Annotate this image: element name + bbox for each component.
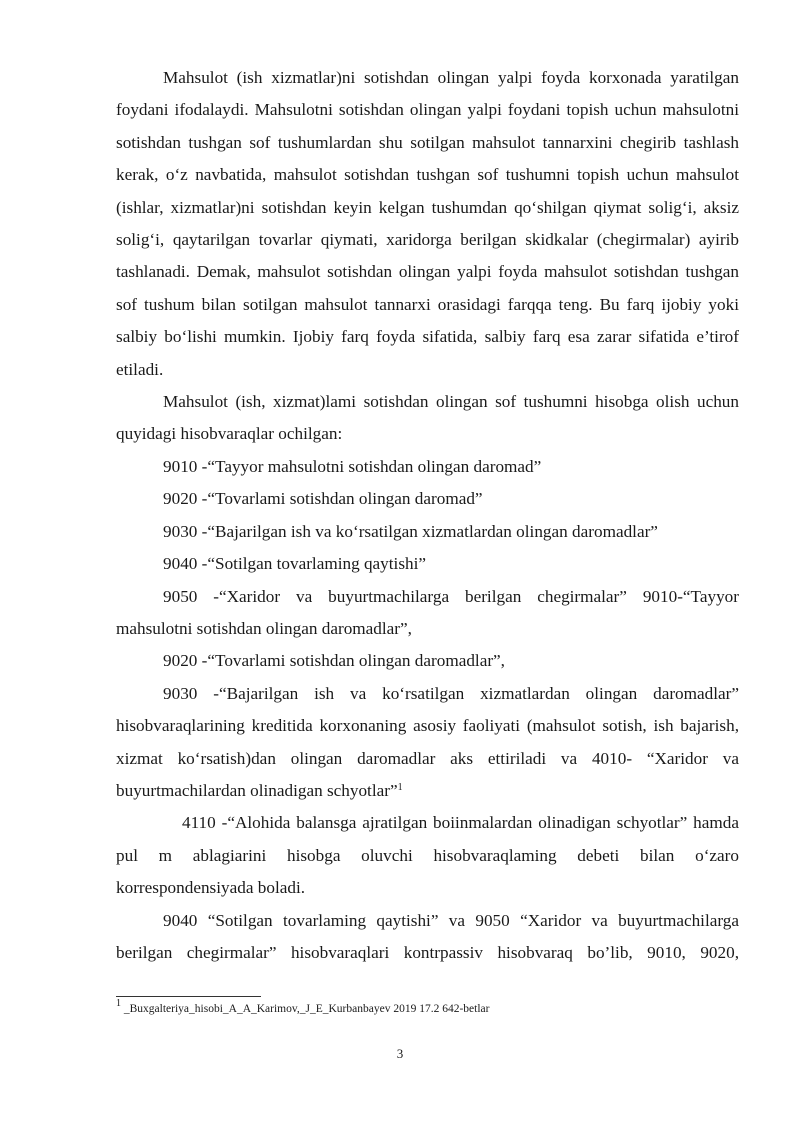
footnote-text: _Buxgalteriya_hisobi_A_A_Karimov,_J_E_Kurbanbayev 2019 17.2 642-betlar [121, 1003, 490, 1015]
paragraph-9030-text: 9030 -“Bajarilgan ish va ko‘rsatilgan xizmatlardan olingan daromadlar” hisobvaraqlarining kreditida korxonaning asosiy faoliyati (mahsulot sotish, ish bajarish, xizmat ko‘rsatish)dan olingan daromadlar aks ettiriladi va 4010- “Xaridor va buyurtmachilardan olinadigan schyotlar” [116, 683, 739, 800]
footnote-separator [116, 996, 261, 997]
paragraph-4110: 4110 -“Alohida balansga ajratilgan boiinmalardan olinadigan schyotlar” hamda pul m ablagiarini hisobga oluvchi hisobvaraqlaming debeti bilan o‘zaro korrespondensiyada boladi. [116, 813, 739, 898]
footnote-mark: 1 [116, 998, 121, 1009]
footnote-reference: 1 [397, 781, 403, 793]
paragraph-yalpi-foyda: Mahsulot (ish xizmatlar)ni sotishdan olingan yalpi foyda korxonada yaratilgan foydani ifodalaydi. Mahsulotni sotishdan olingan yalpi foydani topish uchun mahsulotni sotishdan tushgan sof tushumlardan shu sotilgan mahsulot tannarxini chegirib tashlash kerak, o‘z navbatida, mahsulot sotishdan tushgan sof tushumni topish uchun mahsulot (ishlar, xizmatlar)ni sotishdan keyin kelgan tushumdan qo‘shilgan qiymat solig‘i, aksiz solig‘i, qaytarilgan tovarlar qiymati, xaridorga berilgan skidkalar (chegirmalar) ayirib tashlanadi. Demak, mahsulot sotishdan olingan yalpi foyda mahsulot sotishdan tushgan sof tushum bilan sotilgan mahsulot tannarxi orasidagi farqqa teng. Bu farq ijobiy yoki salbiy bo‘lishi mumkin. Ijobiy farq foyda sifatida, salbiy farq esa zarar sifatida e’tirof etiladi. [116, 68, 739, 379]
paragraph-9040-9050: 9040 “Sotilgan tovarlaming qaytishi” va 9050 “Xaridor va buyurtmachilarga berilgan chegirmalar” hisobvaraqlari kontrpassiv hisobvaraq bo’lib, 9010, 9020, [116, 910, 739, 962]
list-item-9040: 9040 -“Sotilgan tovarlaming qaytishi” [163, 554, 427, 574]
page-number: 3 [396, 1046, 404, 1061]
page-body [116, 62, 739, 969]
list-item-9010: 9010 -“Tayyor mahsulotni sotishdan olingan daromad” [163, 456, 542, 476]
paragraph-9030-kredit [116, 678, 739, 808]
paragraph-hisobvaraqlar-intro: Mahsulot (ish, xizmat)lami sotishdan olingan sof tushumni hisobga olish uchun quyidagi hisobvaraqlar ochilgan: [116, 392, 739, 444]
footnote [116, 998, 490, 1015]
list-item-9020-daromadlar: 9020 -“Tovarlami sotishdan olingan daromadlar”, [163, 651, 505, 671]
list-item-9020: 9020 -“Tovarlami sotishdan olingan daromad” [163, 489, 483, 509]
list-item-9030: 9030 -“Bajarilgan ish va ko‘rsatilgan xizmatlardan olingan daromadlar” [163, 521, 658, 541]
list-item-9050: 9050 -“Xaridor va buyurtmachilarga berilgan chegirmalar” 9010-“Tayyor mahsulotni sotishdan olingan daromadlar”, [116, 586, 739, 638]
